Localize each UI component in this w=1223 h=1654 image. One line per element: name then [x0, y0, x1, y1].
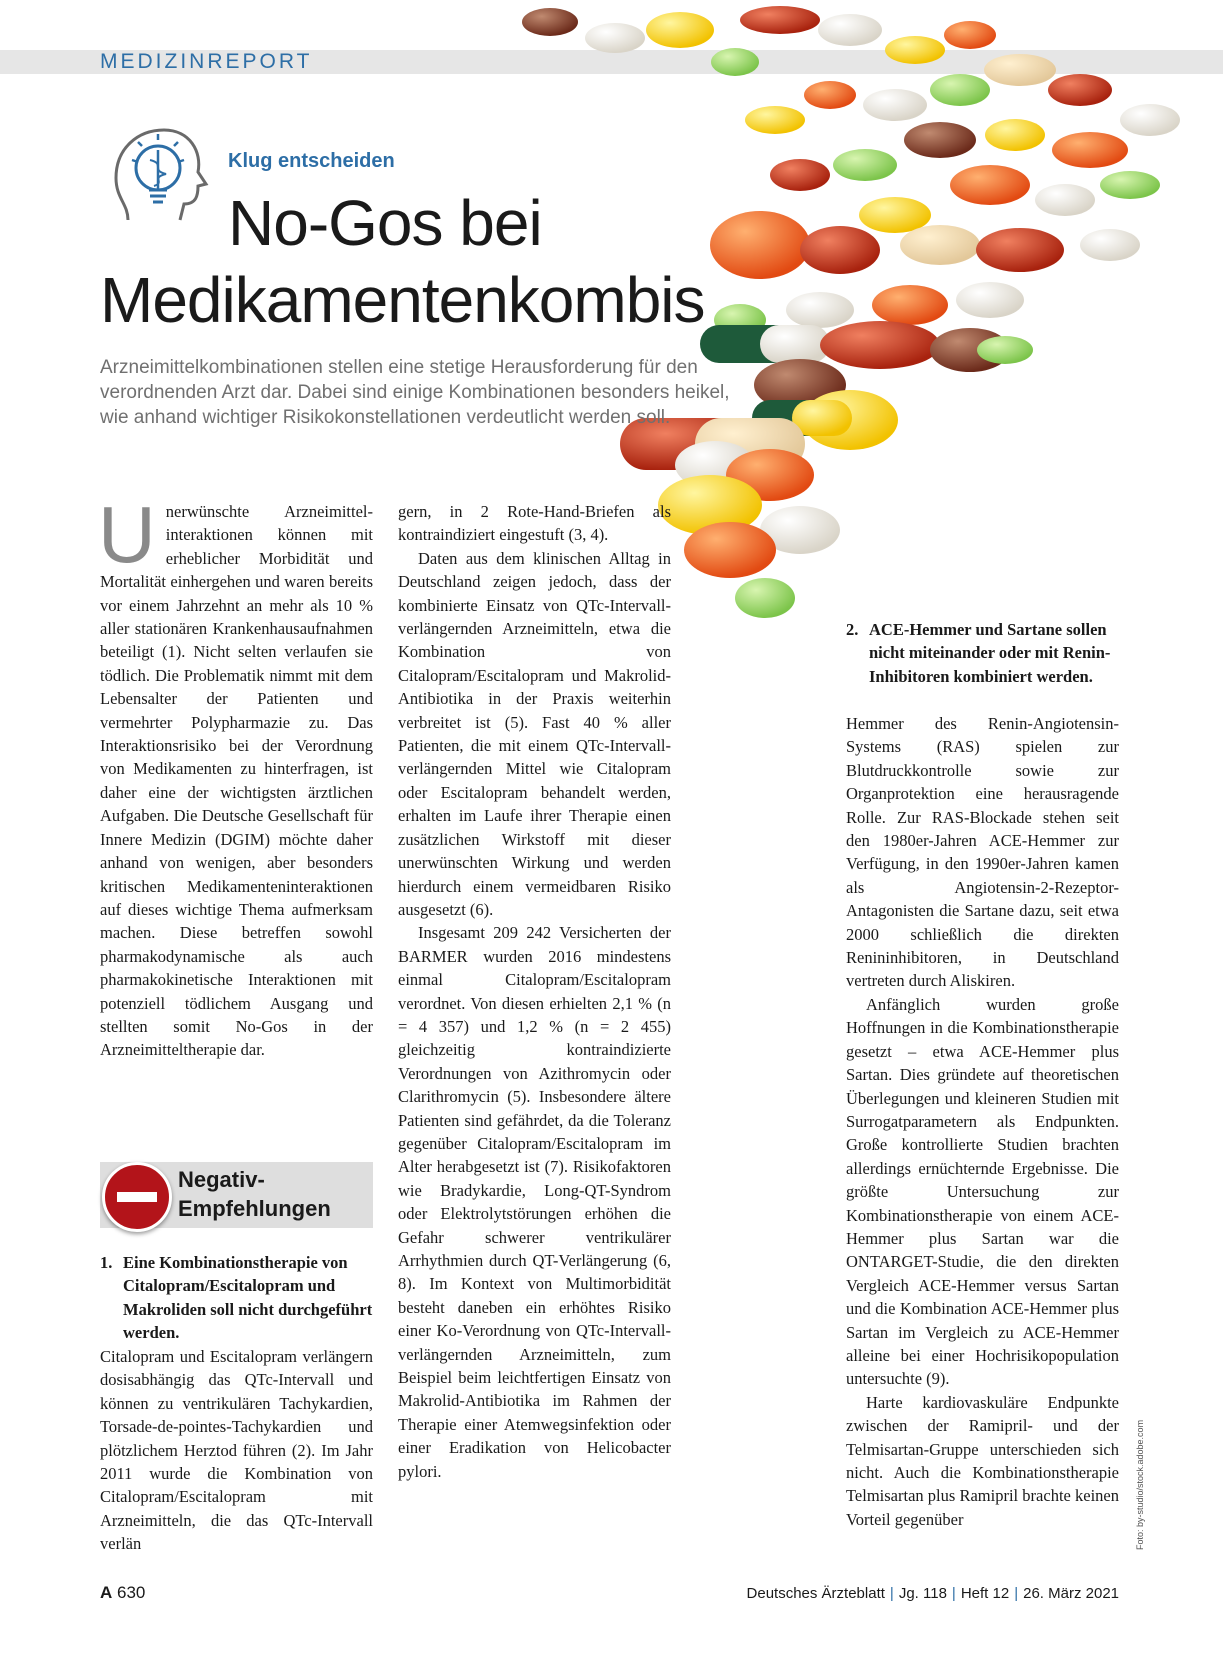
recommendation-2-title: ACE-Hemmer und Sartane sollen nicht miteinander oder mit Renin-Inhibitoren kombiniert werden.	[869, 620, 1111, 686]
section-label: MEDIZINREPORT	[100, 50, 313, 73]
photo-credit	[1135, 1419, 1149, 1550]
page-prefix: A	[100, 1583, 113, 1602]
col3-paragraph-3: Harte kardiovaskuläre Endpunkte zwischen der Ramipril- und der Telmisartan-Gruppe unterschieden sich nicht. Auch die Kombinationstherapie Telmisartan plus Ramipril brachte keinen Vorteil gegenüber	[846, 1392, 1119, 1529]
recommendation-1-heading	[100, 1251, 373, 1345]
recommendation-2-number: 2.	[846, 620, 859, 639]
photo-credit-text: Foto: by-studio/stock.adobe.com	[1135, 1419, 1145, 1550]
column-3	[846, 712, 1119, 1531]
intro-paragraph: nerwünschte Arzneimittelinteraktionen können mit erheblicher Morbidität und Mortalität einhergehen und waren bereits vor einem Jahrzehnt an mehr als 10 % aller stationären Krankenhausaufnahmen beteiligt (1). Nicht selten verlaufen sie tödlich. Die Problematik nimmt mit dem Lebensalter der Patienten und vermehrter Polypharmazie zu. Das Interaktionsrisiko bei der Verordnung von Medikamenten zu hinterfragen, ist daher eine der wichtigsten ärztlichen Aufgaben. Die Deutsche Gesellschaft für Innere Medizin (DGIM) möchte daher anhand von wenigen, aber besonders kritischen Medikamenteninteraktionen auf dieses wichtige Thema aufmerksam machen. Diese betreffen sowohl pharmakodynamische als auch pharmakokinetische Interaktionen mit potenziell tödlichem Ausgang und stellten somit No-Gos in der Arzneimitteltherapie dar.	[100, 502, 373, 1060]
col3-paragraph-1: Hemmer des Renin-Angiotensin-Systems (RAS) spielen zur Blutdruckkontrolle sowie zur Organprotektion eine herausragende Rolle. Zur RAS-Blockade stehen seit den 1980er-Jahren ACE-Hemmer zur Verfügung, in den 1990er-Jahren kamen als Angiotensin-2-Rezeptor-Antagonisten die Sartane dazu, seit etwa 2000 schließlich die direkten Renininhibitoren, in Deutschland vertreten durch Aliskiren.	[846, 714, 1119, 991]
page-number	[100, 1583, 145, 1603]
recommendation-1-text: Citalopram und Escitalopram verlängern dosisabhängig das QTc-Intervall und können zu ventrikulären Tachykardien, Torsade-de-pointes-Tachykardien und plötzlichem Herztod führen (2). Im Jahr 2011 wurde die Kombination von Citalopram/Escitalopram mit Arzneimitteln, die das QTc-Intervall verlän	[100, 1347, 373, 1554]
journal-date: 26. März 2021	[1023, 1585, 1119, 1602]
column-1	[98, 490, 373, 1062]
footer-separator: |	[1014, 1585, 1019, 1602]
column-2	[398, 500, 671, 1483]
article-title-line1: No-Gos bei	[228, 187, 542, 259]
box-heading-line2: Empfehlungen	[178, 1196, 331, 1221]
klug-entscheiden-logo	[98, 112, 213, 227]
footer-separator: |	[951, 1585, 956, 1602]
col2-paragraph-2: Daten aus dem klinischen Alltag in Deutschland zeigen jedoch, dass der kombinierte Einsatz von QTc-Intervall-verlängernden Arzneimitteln, etwa die Kombination von Citalopram/Escitalopram und Makrolid-Antibiotika in der Praxis weiterhin verbreitet ist (5). Fast 40 % aller Patienten, die mit einem QTc-Intervall-verlängernden Mittel wie Citalopram oder Escitalopram behandelt werden, erhalten im Laufe ihrer Therapie einen zusätzlichen Wirkstoff mit dieser unerwünschten Wirkung und werden hierdurch einem vermeidbaren Risiko ausgesetzt (6).	[398, 548, 671, 919]
no-entry-icon	[102, 1162, 172, 1232]
journal-volume: Jg. 118	[898, 1585, 947, 1602]
recommendation-1-number: 1.	[100, 1253, 113, 1272]
article-lead: Arzneimittelkombinationen stellen eine stetige Herausforderung für den verordnenden Arzt dar. Dabei sind einige Kombinationen besonders heikel, wie anhand wichtiger Risikokonstellationen verdeutlicht werden soll.	[100, 357, 730, 428]
recommendation-1-body	[100, 1345, 373, 1556]
page-number-value: 630	[117, 1583, 146, 1602]
col3-paragraph-2: Anfänglich wurden große Hoffnungen in die Kombinationstherapie gesetzt – etwa ACE-Hemmer plus Sartan. Dies gründete auf theoretischen Überlegungen und kleineren Studien mit Surrogatparametern als Endpunkten. Große kontrollierte Studien brachten allerdings ernüchternde Ergebnisse. Die größte Untersuchung zur Kombinationstherapie von einem ACE-Hemmer plus Sartan war die ONTARGET-Studie, die den direkten Vergleich ACE-Hemmer versus Sartan und die Kombination ACE-Hemmer plus Sartan im Vergleich zu ACE-Hemmer alleine bei einer Hochrisikopopulation untersuchte (9).	[846, 994, 1119, 1389]
recommendation-2-heading	[846, 618, 1119, 712]
col2-paragraph-3: Insgesamt 209 242 Versicherten der BARMER wurden 2016 mindestens einmal Citalopram/Escitalopram verordnet. Von diesen erhielten 2,1 % (n = 4 357) und 1,2 % (n = 2 455) gleichzeitig kontraindizierte Verordnungen von Azithromycin oder Clarithromycin (5). Insbesondere ältere Patienten sind gefährdet, da die Toleranz gegenüber Citalopram/Escitalopram im Alter herabgesetzt ist (7). Risikofaktoren wie Bradykardie, Long-QT-Syndrom oder Elektrolytstörungen erhöhen die Gefahr schwerer ventrikulärer Arrhythmien durch QT-Verlängerung (6, 8). Im Kontext von Multimorbidität besteht daneben ein erhöhtes Risiko einer Ko-Verordnung von QTc-Intervall-verlängernden Arzneimitteln, zum Beispiel beim leichtfertigen Einsatz von Makrolid-Antibiotika im Rahmen der Therapie einer Atemwegsinfektion oder einer Eradikation von Helicobacter pylori.	[398, 923, 671, 1481]
drop-cap: U	[98, 490, 156, 579]
journal-footer	[747, 1585, 1119, 1602]
box-heading-line1: Negativ-	[178, 1167, 265, 1192]
negativ-empfehlungen-heading	[178, 1165, 331, 1223]
article-title-line2: Medikamentenkombis	[100, 264, 705, 336]
recommendation-1-title: Eine Kombinationstherapie von Citalopram/Escitalopram und Makroliden soll nicht durchgeführt werden.	[123, 1253, 373, 1343]
article-kicker: Klug entscheiden	[228, 150, 395, 172]
footer-separator: |	[889, 1585, 894, 1602]
journal-issue: Heft 12	[960, 1585, 1010, 1602]
col2-paragraph-1: gern, in 2 Rote-Hand-Briefen als kontraindiziert eingestuft (3, 4).	[398, 502, 671, 545]
journal-name: Deutsches Ärzteblatt	[746, 1585, 885, 1602]
